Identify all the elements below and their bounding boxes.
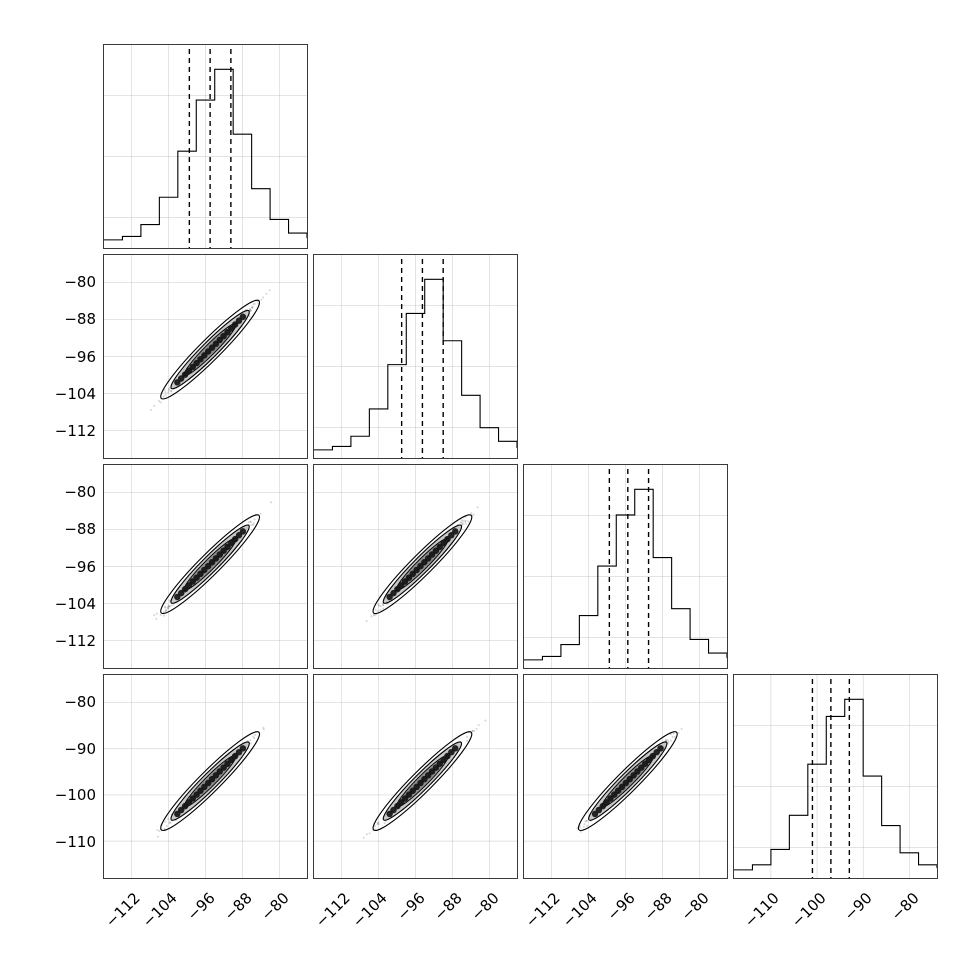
x-tick-label: −112 xyxy=(521,889,564,931)
y-tick-label: −112 xyxy=(54,632,96,651)
x-tick-label: −96 xyxy=(183,889,219,925)
y-tick-label: −104 xyxy=(54,594,96,613)
y-tick-label: −80 xyxy=(64,272,96,291)
x-tick-label: −104 xyxy=(349,889,391,931)
joint-panel-p2-p3 xyxy=(313,464,518,669)
y-tick-label: −88 xyxy=(64,310,96,329)
hist-panel-p2 xyxy=(313,254,518,459)
x-tick-label: −110 xyxy=(741,889,783,931)
joint-panel-p2-p4 xyxy=(313,674,518,879)
y-tick-label: −90 xyxy=(64,739,96,758)
y-tick-label: −80 xyxy=(64,692,96,711)
x-tick-label: −88 xyxy=(640,889,676,925)
x-tick-label: −80 xyxy=(257,889,293,925)
y-tick-label: −88 xyxy=(64,520,96,539)
x-tick-label: −96 xyxy=(603,889,639,925)
x-tick-label: −112 xyxy=(101,889,144,931)
y-tick-label: −100 xyxy=(54,786,96,805)
hist-panel-p1 xyxy=(103,44,308,249)
x-tick-label: −90 xyxy=(841,889,877,925)
y-tick-label: −80 xyxy=(64,482,96,501)
y-tick-label: −110 xyxy=(54,832,96,851)
x-tick-label: −104 xyxy=(139,889,181,931)
x-tick-label: −88 xyxy=(220,889,256,925)
joint-panel-p1-p4 xyxy=(103,674,308,879)
hist-panel-p4 xyxy=(733,674,938,879)
y-tick-label: −104 xyxy=(54,384,96,403)
y-tick-label: −96 xyxy=(64,347,96,366)
joint-panel-p3-p4 xyxy=(523,674,728,879)
x-tick-label: −100 xyxy=(787,889,830,931)
joint-panel-p1-p3 xyxy=(103,464,308,669)
x-tick-label: −80 xyxy=(467,889,503,925)
x-tick-label: −96 xyxy=(393,889,429,925)
joint-panel-p1-p2 xyxy=(103,254,308,459)
x-tick-label: −88 xyxy=(430,889,466,925)
hist-panel-p3 xyxy=(523,464,728,669)
x-tick-label: −80 xyxy=(677,889,713,925)
x-tick-label: −112 xyxy=(311,889,354,931)
x-tick-label: −80 xyxy=(887,889,923,925)
y-tick-label: −112 xyxy=(54,422,96,441)
x-tick-label: −104 xyxy=(559,889,601,931)
y-tick-label: −96 xyxy=(64,557,96,576)
